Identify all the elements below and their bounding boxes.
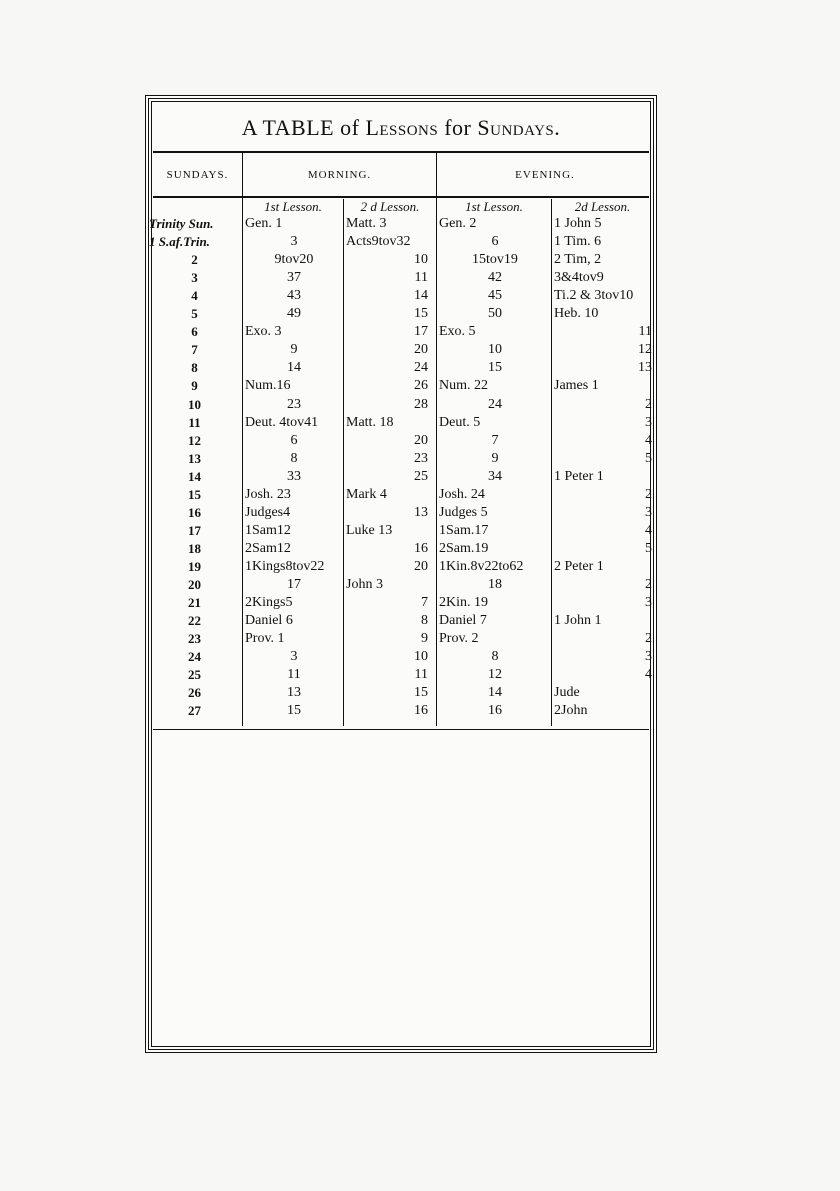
cell-m2: 10	[414, 252, 428, 268]
cell-m2: Matt. 3	[346, 216, 387, 231]
cell-e2: 3	[645, 414, 652, 430]
cell-e2: 2 Peter 1	[554, 558, 604, 574]
cell-m2: 7	[421, 595, 428, 611]
cell-s: 2	[191, 252, 198, 268]
cell-e1: Exo. 5	[439, 324, 476, 340]
cell-e1: 8	[491, 649, 499, 665]
cell-m2: 17	[414, 324, 428, 340]
cell-e2: 2	[645, 577, 652, 592]
cell-e2: Jude	[554, 685, 580, 701]
cell-e1: 16	[488, 703, 502, 719]
cell-e1: 34	[488, 468, 502, 484]
cell-e2: 1 John 1	[554, 613, 602, 629]
cell-s: 12	[188, 432, 201, 448]
table-frame	[145, 95, 657, 1053]
subheader-evening-first: 1st Lesson.	[465, 199, 523, 214]
cell-m2: 11	[414, 667, 428, 683]
cell-e2: 5	[645, 540, 652, 556]
rule-sundays	[242, 196, 243, 726]
cell-m1: Judges4	[245, 504, 291, 520]
header-rule	[153, 196, 649, 198]
cell-e2: 3	[645, 649, 652, 665]
cell-m2: Acts9tov32	[346, 234, 411, 250]
cell-m1: Prov. 1	[245, 631, 285, 647]
cell-m2: 13	[414, 504, 428, 520]
cell-e2: 1 Peter 1	[554, 468, 604, 484]
rule-morning-evening	[436, 151, 437, 726]
cell-m1: 33	[287, 468, 301, 484]
cell-m1: 17	[287, 577, 301, 592]
cell-m1: 13	[287, 685, 301, 701]
cell-m2: 15	[414, 306, 428, 322]
cell-s: 16	[188, 504, 201, 520]
cell-e1: Num. 22	[439, 378, 488, 394]
cell-s: 15	[188, 486, 201, 502]
cell-s: Trinity Sun.	[149, 216, 214, 231]
cell-e2: 3&4tov9	[554, 270, 604, 286]
cell-e2: 2	[645, 396, 652, 412]
cell-m2: 20	[414, 558, 428, 574]
cell-m2: 24	[414, 360, 428, 376]
cell-m1: 1Kings8tov22	[245, 558, 325, 574]
cell-s: 4	[191, 288, 198, 304]
cell-m1: 49	[287, 306, 301, 322]
cell-m1: 2Kings5	[245, 595, 293, 611]
cell-m2: 20	[414, 432, 428, 448]
cell-s: 5	[191, 306, 198, 322]
cell-m1: Num.16	[245, 378, 291, 394]
cell-e2: 2	[645, 486, 652, 502]
cell-m2: 16	[414, 540, 428, 556]
cell-m2: 26	[414, 378, 428, 394]
cell-e2: 4	[645, 432, 652, 448]
cell-e1: 6	[491, 234, 499, 250]
cell-m2: 16	[414, 703, 428, 719]
cell-e1: 9	[491, 450, 499, 466]
cell-s: 11	[188, 414, 201, 430]
cell-m2: Mark 4	[346, 486, 387, 502]
header-evening: EVENING.	[515, 169, 575, 181]
cell-m1: 2Sam12	[245, 540, 291, 556]
cell-e1: Gen. 2	[439, 216, 477, 231]
cell-m1: 37	[287, 270, 301, 286]
cell-e2: Ti.2 & 3tov10	[554, 288, 634, 304]
cell-s: 8	[191, 360, 198, 376]
cell-e2: 11	[638, 324, 652, 340]
cell-m1: 9tov20	[274, 252, 314, 268]
header-sundays: SUNDAYS.	[166, 169, 229, 181]
cell-m2: 10	[414, 649, 428, 665]
title-text: A TABLE of	[241, 115, 360, 140]
cell-s: 27	[188, 703, 201, 719]
cell-e1: Prov. 2	[439, 631, 479, 647]
cell-e1: Judges 5	[439, 504, 488, 520]
cell-e1: 18	[488, 577, 502, 592]
cell-m1: Daniel 6	[245, 613, 293, 629]
rule-morning-lessons	[343, 199, 344, 726]
cell-e1: 15tov19	[472, 252, 518, 268]
cell-e2: 1 John 5	[554, 216, 602, 231]
cell-e2: 1 Tim. 6	[554, 234, 602, 250]
cell-m2: Matt. 18	[346, 414, 394, 430]
cell-s: 1 S.af.Trin.	[149, 234, 210, 250]
cell-m1: Josh. 23	[245, 486, 291, 502]
cell-e1: 50	[488, 306, 502, 322]
cell-e2: 2 Tim, 2	[554, 252, 602, 268]
cell-m2: 9	[421, 631, 428, 647]
cell-e1: 42	[488, 270, 502, 286]
cell-s: 9	[191, 378, 198, 394]
cell-e2: 13	[638, 360, 652, 376]
cell-m1: 3	[290, 234, 298, 250]
cell-e2: 3	[645, 595, 652, 611]
cell-s: 17	[188, 522, 201, 538]
cell-e2: 5	[645, 450, 652, 466]
cell-e1: 10	[488, 342, 502, 358]
cell-e1: 24	[488, 396, 502, 412]
cell-e1: 7	[491, 432, 499, 448]
cell-m2: 28	[414, 396, 428, 412]
cell-m1: 14	[287, 360, 301, 376]
cell-s: 14	[188, 468, 201, 484]
cell-s: 24	[188, 649, 201, 665]
cell-e1: 12	[488, 667, 502, 683]
title-sundays: Sundays.	[477, 115, 561, 140]
cell-m2: 20	[414, 342, 428, 358]
subheader-morning-first: 1st Lesson.	[264, 199, 322, 214]
cell-s: 7	[191, 342, 198, 358]
header-morning: MORNING.	[307, 169, 372, 181]
cell-m1: 15	[287, 703, 301, 719]
cell-s: 13	[188, 450, 201, 466]
cell-e2: Heb. 10	[554, 306, 599, 322]
cell-m2: John 3	[346, 577, 383, 592]
cell-s: 3	[191, 270, 198, 286]
cell-e1: 45	[488, 288, 502, 304]
cell-m1: 1Sam12	[245, 522, 291, 538]
title-rule	[153, 151, 649, 153]
cell-e2: 4	[645, 522, 652, 538]
cell-e2: James 1	[554, 378, 599, 394]
cell-m2: 15	[414, 685, 428, 701]
cell-s: 19	[188, 558, 201, 574]
cell-m2: 11	[414, 270, 428, 286]
cell-e1: Daniel 7	[439, 613, 487, 629]
cell-m2: 25	[414, 468, 428, 484]
title-for: for	[444, 115, 472, 140]
bottom-rule	[153, 729, 649, 730]
cell-m1: Exo. 3	[245, 324, 282, 340]
cell-e2: 12	[638, 342, 652, 358]
cell-e2: 2John	[554, 703, 588, 719]
cell-e1: 15	[488, 360, 502, 376]
cell-m2: Luke 13	[346, 522, 393, 538]
cell-m1: 11	[287, 667, 301, 683]
cell-s: 18	[188, 540, 201, 556]
cell-m1: Deut. 4tov41	[245, 414, 319, 430]
cell-s: 21	[188, 595, 201, 611]
title-lessons: Lessons	[365, 115, 439, 140]
cell-s: 26	[188, 685, 201, 701]
cell-e2: 4	[645, 667, 652, 683]
page-title	[149, 115, 653, 141]
cell-m2: 14	[414, 288, 428, 304]
cell-e1: 2Kin. 19	[439, 595, 488, 611]
cell-m1: 23	[287, 396, 301, 412]
cell-m2: 8	[421, 613, 428, 629]
cell-e1: Deut. 5	[439, 414, 481, 430]
cell-m1: 43	[287, 288, 301, 304]
rule-evening-lessons	[551, 199, 552, 726]
subheader-evening-second: 2d Lesson.	[574, 199, 631, 214]
cell-m2: 23	[414, 450, 428, 466]
cell-e1: 14	[488, 685, 502, 701]
cell-m1: Gen. 1	[245, 216, 283, 231]
cell-m1: 3	[290, 649, 298, 665]
cell-s: 20	[188, 577, 201, 592]
cell-e1: Josh. 24	[439, 486, 485, 502]
cell-e2: 2	[645, 631, 652, 647]
cell-e1: 1Sam.17	[439, 522, 489, 538]
cell-e2: 3	[645, 504, 652, 520]
cell-s: 6	[191, 324, 198, 340]
cell-s: 23	[188, 631, 201, 647]
cell-m1: 6	[290, 432, 298, 448]
cell-s: 22	[188, 613, 201, 629]
cell-s: 25	[188, 667, 201, 683]
cell-e1: 1Kin.8v22to62	[439, 558, 524, 574]
cell-e1: 2Sam.19	[439, 540, 489, 556]
cell-m1: 8	[290, 450, 298, 466]
cell-m1: 9	[290, 342, 298, 358]
cell-s: 10	[188, 396, 201, 412]
subheader-morning-second: 2 d Lesson.	[360, 199, 420, 214]
